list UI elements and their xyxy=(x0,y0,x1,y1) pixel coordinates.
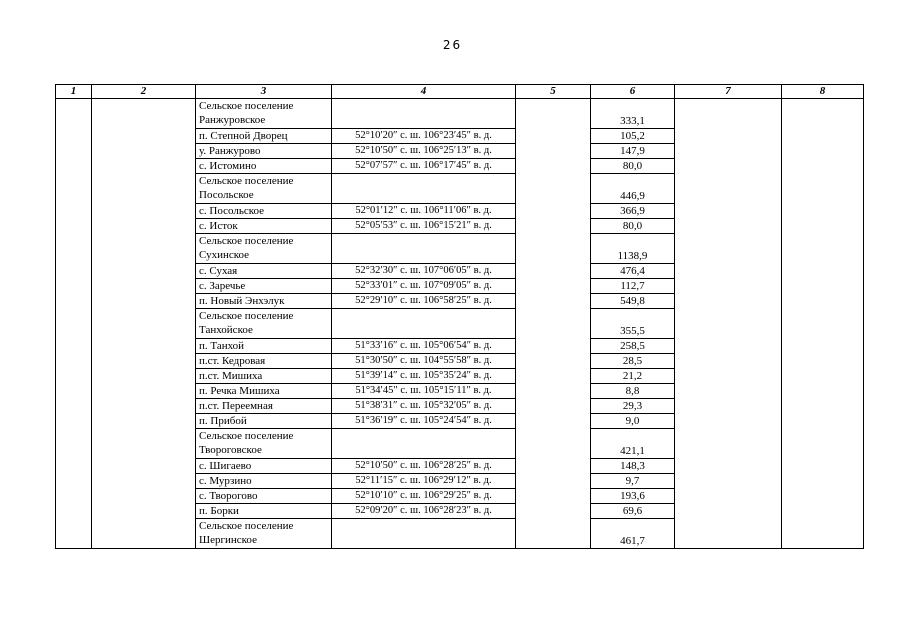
coordinates xyxy=(332,99,516,129)
coordinates: 52°05′53″ с. ш. 106°15′21″ в. д. xyxy=(332,219,516,234)
locality-name: с. Творогово xyxy=(196,489,332,504)
coordinates: 52°10′50″ с. ш. 106°28′25″ в. д. xyxy=(332,459,516,474)
locality-name: п. Речка Мишиха xyxy=(196,384,332,399)
col-header-4: 4 xyxy=(332,85,516,99)
settlement-group-name: Сельское поселение Твороговское xyxy=(196,429,332,459)
area-value: 366,9 xyxy=(591,204,675,219)
locality-name: п.ст. Мишиха xyxy=(196,369,332,384)
settlement-group-name: Сельское поселение Шергинское xyxy=(196,519,332,549)
locality-name: п. Прибой xyxy=(196,414,332,429)
area-value: 333,1 xyxy=(591,99,675,129)
area-value: 147,9 xyxy=(591,144,675,159)
area-value: 258,5 xyxy=(591,339,675,354)
col-header-8: 8 xyxy=(782,85,864,99)
locality-name: п. Степной Дворец xyxy=(196,129,332,144)
col-header-6: 6 xyxy=(591,85,675,99)
area-value: 29,3 xyxy=(591,399,675,414)
settlement-group-name: Сельское поселение Посольское xyxy=(196,174,332,204)
col-7-cell xyxy=(675,99,782,549)
header-row xyxy=(56,85,864,99)
locality-name: с. Посольское xyxy=(196,204,332,219)
locality-name: п.ст. Переемная xyxy=(196,399,332,414)
coordinates xyxy=(332,309,516,339)
locality-name: с. Сухая xyxy=(196,264,332,279)
area-value: 421,1 xyxy=(591,429,675,459)
locality-name: с. Заречье xyxy=(196,279,332,294)
settlements-table xyxy=(55,84,864,549)
area-value: 1138,9 xyxy=(591,234,675,264)
area-value: 355,5 xyxy=(591,309,675,339)
locality-name: с. Мурзино xyxy=(196,474,332,489)
coordinates: 52°09′20″ с. ш. 106°28′23″ в. д. xyxy=(332,504,516,519)
col-header-1: 1 xyxy=(56,85,92,99)
coordinates: 51°39′14″ с. ш. 105°35′24″ в. д. xyxy=(332,369,516,384)
area-value: 461,7 xyxy=(591,519,675,549)
area-value: 112,7 xyxy=(591,279,675,294)
coordinates: 52°10′20″ с. ш. 106°23′45″ в. д. xyxy=(332,129,516,144)
coordinates xyxy=(332,174,516,204)
area-value: 80,0 xyxy=(591,219,675,234)
area-value: 8,8 xyxy=(591,384,675,399)
locality-name: п. Новый Энхэлук xyxy=(196,294,332,309)
area-value: 69,6 xyxy=(591,504,675,519)
col-header-5: 5 xyxy=(516,85,591,99)
area-value: 549,8 xyxy=(591,294,675,309)
locality-name: у. Ранжурово xyxy=(196,144,332,159)
col-2-cell xyxy=(92,99,196,549)
coordinates: 51°38′31″ с. ш. 105°32′05″ в. д. xyxy=(332,399,516,414)
area-value: 476,4 xyxy=(591,264,675,279)
col-header-3: 3 xyxy=(196,85,332,99)
coordinates: 52°33′01″ с. ш. 107°09′05″ в. д. xyxy=(332,279,516,294)
area-value: 28,5 xyxy=(591,354,675,369)
page-number: 26 xyxy=(442,38,463,52)
locality-name: п. Танхой xyxy=(196,339,332,354)
area-value: 80,0 xyxy=(591,159,675,174)
coordinates xyxy=(332,519,516,549)
coordinates xyxy=(332,429,516,459)
settlement-group-row xyxy=(56,99,864,129)
coordinates: 52°11′15″ с. ш. 106°29′12″ в. д. xyxy=(332,474,516,489)
col-5-cell xyxy=(516,99,591,549)
settlement-group-name: Сельское поселение Сухинское xyxy=(196,234,332,264)
coordinates: 51°34′45″ с. ш. 105°15′11″ в. д. xyxy=(332,384,516,399)
locality-name: с. Исток xyxy=(196,219,332,234)
coordinates xyxy=(332,234,516,264)
settlement-group-name: Сельское поселение Танхойское xyxy=(196,309,332,339)
area-value: 446,9 xyxy=(591,174,675,204)
coordinates: 51°30′50″ с. ш. 104°55′58″ в. д. xyxy=(332,354,516,369)
settlement-group-name: Сельское поселение Ранжуровское xyxy=(196,99,332,129)
area-value: 148,3 xyxy=(591,459,675,474)
locality-name: с. Истомино xyxy=(196,159,332,174)
coordinates: 52°32′30″ с. ш. 107°06′05″ в. д. xyxy=(332,264,516,279)
coordinates: 51°36′19″ с. ш. 105°24′54″ в. д. xyxy=(332,414,516,429)
locality-name: п. Борки xyxy=(196,504,332,519)
coordinates: 52°29′10″ с. ш. 106°58′25″ в. д. xyxy=(332,294,516,309)
coordinates: 52°10′10″ с. ш. 106°29′25″ в. д. xyxy=(332,489,516,504)
coordinates: 52°07′57″ с. ш. 106°17′45″ в. д. xyxy=(332,159,516,174)
locality-name: с. Шигаево xyxy=(196,459,332,474)
col-header-2: 2 xyxy=(92,85,196,99)
col-1-cell xyxy=(56,99,92,549)
area-value: 193,6 xyxy=(591,489,675,504)
coordinates: 52°01′12″ с. ш. 106°11′06″ в. д. xyxy=(332,204,516,219)
coordinates: 52°10′50″ с. ш. 106°25′13″ в. д. xyxy=(332,144,516,159)
area-value: 21,2 xyxy=(591,369,675,384)
coordinates: 51°33′16″ с. ш. 105°06′54″ в. д. xyxy=(332,339,516,354)
area-value: 9,0 xyxy=(591,414,675,429)
area-value: 9,7 xyxy=(591,474,675,489)
locality-name: п.ст. Кедровая xyxy=(196,354,332,369)
area-value: 105,2 xyxy=(591,129,675,144)
col-8-cell xyxy=(782,99,864,549)
col-header-7: 7 xyxy=(675,85,782,99)
